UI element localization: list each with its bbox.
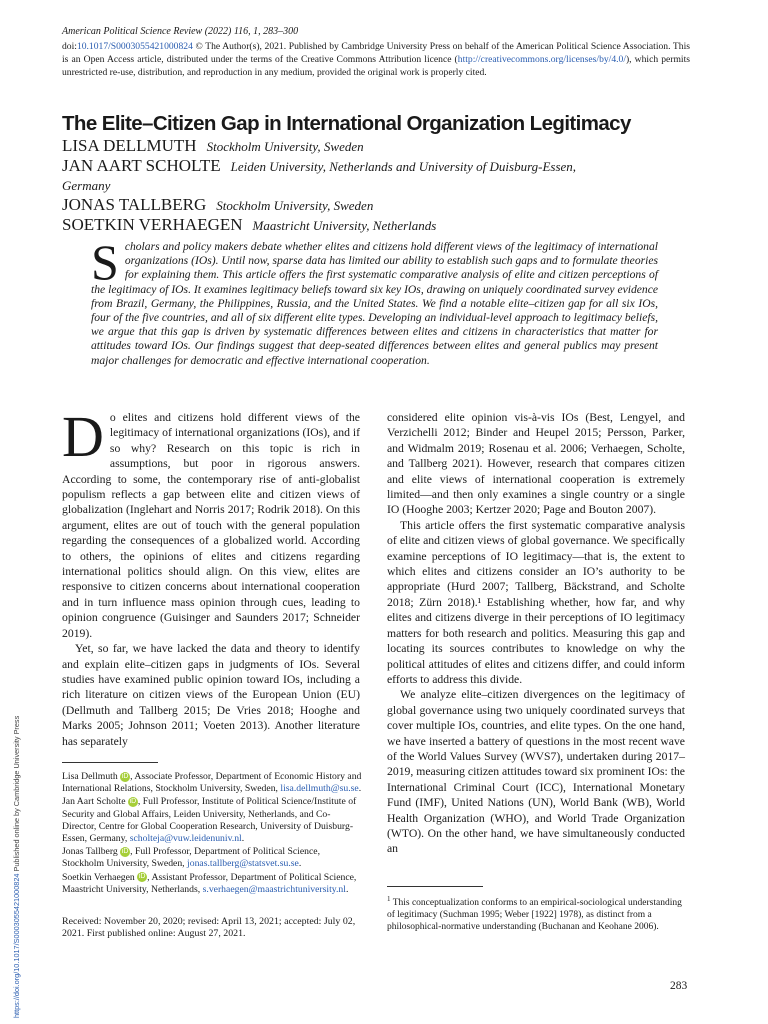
sidebar-doi-link[interactable]: https://doi.org/10.1017/S0003055421000824 xyxy=(12,873,21,1018)
author-entry xyxy=(62,156,702,195)
body-paragraph: considered elite opinion vis-à-vis IOs (Best, Lengyel, and Verzichelli 2012; Binder and Heupel 2015; Persson, Parker, and Widmalm 2019; Rosenau et al. 2006; Verhaegen, Scholte, and Tallberg 2021). However, research that compares citizen and elite views of international cooperation is extremely limited—and then only examines a single country or a single IO (Hooghe 2003; Kertzer 2020; Page and Bouton 2007). xyxy=(387,411,685,517)
footnote-text: This conceptualization conforms to an empirical-sociological understanding of legitimacy (Suchman 1995; Weber [1922] 1978), as distinct from a philosophical-normative understanding (Buchanan and Keohane 2006). xyxy=(387,898,682,933)
body-paragraph: This article offers the first systematic comparative analysis of elite and citizen views of global governance. We specifically examine perceptions of IO legitimacy—that is, the extent to which elites and citizens consider an IO’s authority to be appropriate (Hurd 2007; Tallberg, Bäckstrand, and Scholte 2018; Zürn 2018).¹ Establishing whether, how far, and why elites and citizens diverge in their perceptions of IO legitimacy matters for both research and politics. Measuring this gap and locating its sources contributes to knowledge on why the political attitudes of elites and citizens differ, and could inform efforts to address this divide. xyxy=(387,518,685,686)
author-name: JONAS TALLBERG xyxy=(62,195,207,214)
orcid-icon[interactable]: iD xyxy=(121,848,129,855)
article-title: The Elite–Citizen Gap in International Organization Legitimacy xyxy=(62,112,631,135)
received-dates: Received: November 20, 2020; revised: April 13, 2021; accepted: July 02, 2021. First published online: August 27, 2021. xyxy=(62,916,356,940)
author-entry xyxy=(62,215,702,235)
author-affiliation: Maastricht University, Netherlands xyxy=(252,218,437,233)
author-notes xyxy=(62,762,364,897)
author-note: Jonas Tallberg iD , Full Professor, Department of Political Science, Stockholm University, Sweden, jonas.tallberg@statsvet.su.se. xyxy=(62,846,320,870)
license-link[interactable]: http://creativecommons.org/licenses/by/4.0/ xyxy=(457,54,626,65)
drop-cap: D xyxy=(62,404,104,469)
footnote-marker: 1 xyxy=(387,895,391,903)
abstract-drop-cap: S xyxy=(91,234,119,290)
footnote xyxy=(387,886,685,933)
author-name: JAN AART SCHOLTE xyxy=(62,156,221,175)
author-affiliation-cont: Germany xyxy=(62,178,111,193)
author-affiliation: Stockholm University, Sweden xyxy=(206,139,364,154)
body-paragraph: We analyze elite–citizen divergences on the legitimacy of global governance using two uniquely coordinated surveys that cover multiple IOs, countries, and elite types. On the one hand, we have inserted a battery of questions in the most recent wave of the World Values Survey (WVS7), undertaken during 2017–2019, measuring citizen attitudes toward six prominent IOs: the International Criminal Court (ICC), International Monetary Fund (IMF), United Nations (UN), World Bank (WB), World Health Organization (WHO), and World Trade Organization (WTO). On the other hand, we have simultaneously conducted an xyxy=(387,688,685,856)
author-list xyxy=(62,136,702,235)
orcid-icon[interactable]: iD xyxy=(121,772,129,780)
left-column xyxy=(62,404,360,749)
abstract xyxy=(91,234,658,368)
page-number: 283 xyxy=(670,980,688,992)
footnote-divider xyxy=(62,762,158,763)
author-name: LISA DELLMUTH xyxy=(62,136,197,155)
license-block xyxy=(62,40,690,79)
author-email-link[interactable]: jonas.tallberg@statsvet.su.se xyxy=(187,858,299,870)
journal-citation: American Political Science Review (2022) 116, 1, 283–300 xyxy=(62,26,299,37)
author-affiliation: Stockholm University, Sweden xyxy=(216,198,374,213)
author-note: Lisa Dellmuth iD , Associate Professor, Department of Economic History and International Relations, Stockholm University, Sweden, lisa.dellmuth@su.se. xyxy=(62,771,362,795)
footnote-divider xyxy=(387,886,483,887)
author-entry xyxy=(62,136,702,156)
abstract-text: cholars and policy makers debate whether elites and citizens hold different views of the legitimacy of international organizations (IOs). Until now, sparse data has limited our ability to establish such gaps and to formulate theories for explaining them. This article offers the first systematic comparative analysis of elite and citizen perceptions of the legitimacy of IOs. It examines legitimacy beliefs toward six key IOs, drawing on uniquely coordinated survey evidence from Brazil, Germany, the Philippines, Russia, and the United States. We find a notable elite–citizen gap for all six IOs, four of the five countries, and all of six different elite types. Developing an individual-level approach to legitimacy beliefs, we argue that this gap is driven by systematic differences between elites and citizens in characteristics that matter for attitudes toward IOs. Our findings suggest that deep-seated differences between elites and general publics may present major challenges for democratic and effective international cooperation. xyxy=(91,240,658,367)
doi-link[interactable]: 10.1017/S0003055421000824 xyxy=(76,41,193,52)
author-email-link[interactable]: lisa.dellmuth@su.se xyxy=(280,783,359,795)
author-email-link[interactable]: scholteja@vuw.leidenuniv.nl xyxy=(129,833,242,845)
doi-prefix: doi: xyxy=(62,41,77,52)
body-paragraph: Do elites and citizens hold different views of the legitimacy of international organizations (IOs), and if so why? Research on this topic is rich in assumptions, but poor in rigorous answers. According to some, the contemporary rise of anti-globalist populism reflects a gap between elite and citizen views of globalization (Inglehart and Norris 2017; Rodrik 2018). On this argument, elites are out of touch with the general population regarding the consequences of a globalized world. According to others, the opinions of elites and citizens regarding international politics should align. On this view, elites are responsive to citizen concerns about international cooperation and in turn influence mass opinion through cues, leading to opinion congruence (Guisinger and Saunders 2017; Schneider 2019). xyxy=(62,404,360,640)
body-paragraph: Yet, so far, we have lacked the data and theory to identify and explain elite–citizen gaps in judgments of IOs. Several studies have examined public opinion toward IOs, including a rich literature on citizen views of the European Union (EU) (Dellmuth and Tallberg 2015; De Vries 2018; Hooghe and Marks 2005; Johnson 2011; Voeten 2013). Another literature has separately xyxy=(62,642,360,748)
orcid-icon[interactable]: iD xyxy=(138,873,146,881)
download-sidebar xyxy=(12,716,21,1018)
orcid-icon[interactable]: iD xyxy=(129,798,137,806)
right-column xyxy=(387,410,685,857)
license-text-a: © The Author(s), 2021. Published by Cambridge University Press on behalf of the American Political Science Association. This is an Open Access article, distributed under the terms of the Creative Commons Attribution licence ( xyxy=(62,41,690,65)
license-text-b: ), which permits unrestricted re-use, distribution, and reproduction in any medium, provided the original work is properly cited. xyxy=(62,54,690,78)
author-note: Jan Aart Scholte iD , Full Professor, Institute of Political Science/Institute of Security and Global Affairs, Leiden University, Netherlands, and Co-Director, Centre for Global Cooperation Research, University of Duisburg-Essen, Germany, scholteja@vuw.leidenuniv.nl. xyxy=(62,796,357,845)
sidebar-text: Published online by Cambridge University Press xyxy=(12,715,21,874)
author-affiliation: Leiden University, Netherlands and University of Duisburg-Essen, xyxy=(230,159,577,174)
author-note: Soetkin Verhaegen iD , Assistant Professor, Department of Political Science, Maastricht University, Netherlands, s.verhaegen@maastrichtuniversity.nl. xyxy=(62,871,357,895)
author-entry xyxy=(62,195,702,215)
author-name: SOETKIN VERHAEGEN xyxy=(62,215,243,234)
author-email-link[interactable]: s.verhaegen@maastrichtuniversity.nl xyxy=(202,883,346,895)
